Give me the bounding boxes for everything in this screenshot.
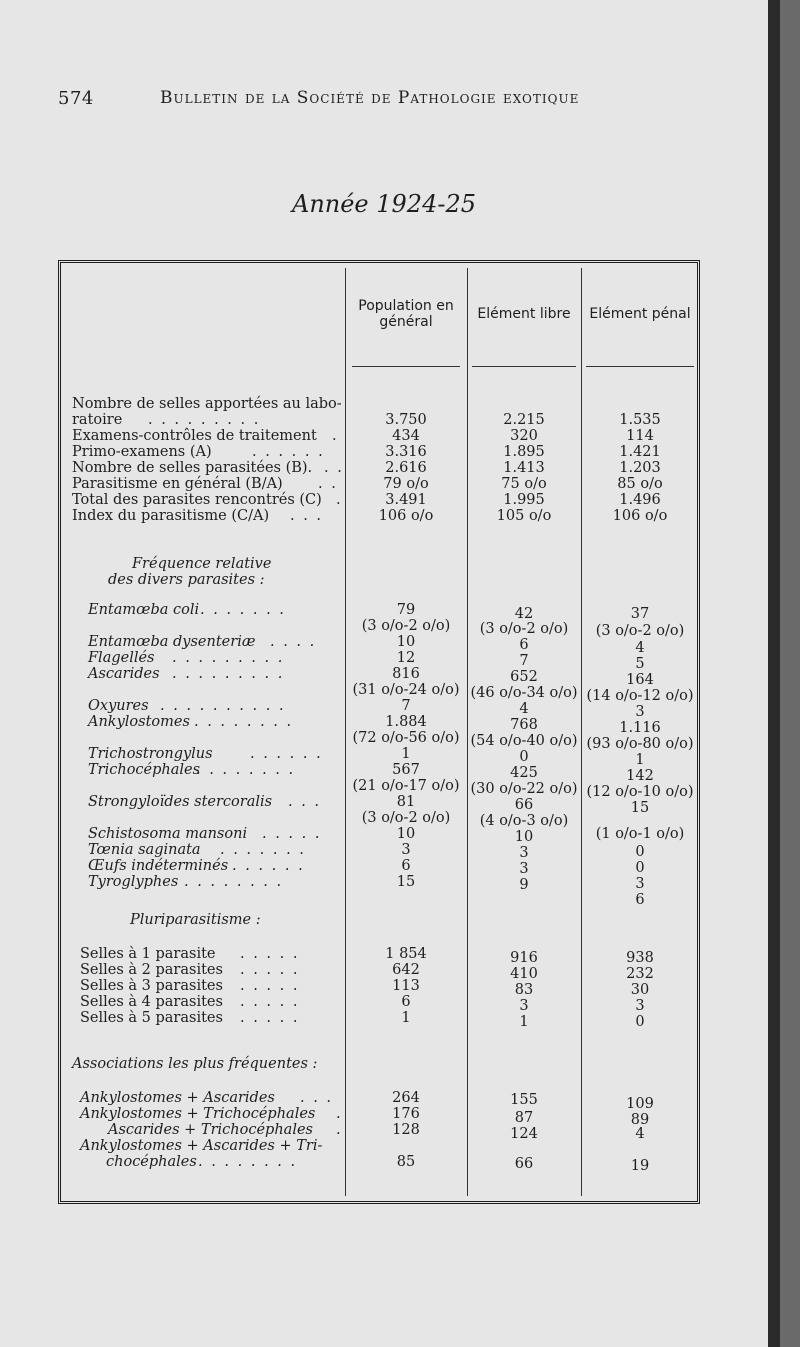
value-libre: 1.895 bbox=[503, 444, 545, 460]
value-penal: 1.496 bbox=[619, 492, 661, 508]
header-rule bbox=[472, 366, 576, 367]
parasite-label: Œufs indéterminés bbox=[88, 858, 229, 874]
value-penal: 4 bbox=[635, 1126, 645, 1142]
value-libre: 10 bbox=[514, 829, 534, 845]
value-population: 1 bbox=[401, 1010, 411, 1026]
value-population: 3 bbox=[401, 842, 411, 858]
value-population: (72 o/o-56 o/o) bbox=[352, 730, 460, 746]
value-population: 85 bbox=[396, 1154, 416, 1170]
page-number: 574 bbox=[58, 88, 94, 109]
section-heading-pluri: Pluriparasitisme : bbox=[130, 912, 261, 928]
assoc-label: chocéphales bbox=[106, 1154, 197, 1170]
value-libre: 66 bbox=[514, 797, 534, 813]
parasite-label: Flagellés bbox=[88, 650, 155, 666]
value-population: 7 bbox=[401, 698, 411, 714]
value-population: 1 bbox=[401, 746, 411, 762]
pluri-label: Selles à 2 parasites bbox=[80, 962, 223, 978]
value-population: 12 bbox=[396, 650, 416, 666]
stat-label: Examens-contrôles de traitement bbox=[72, 428, 317, 444]
value-population: 3.316 bbox=[385, 444, 427, 460]
parasite-label: Trichostrongylus bbox=[88, 746, 213, 762]
value-penal: (93 o/o-80 o/o) bbox=[586, 736, 694, 752]
value-population: (31 o/o-24 o/o) bbox=[352, 682, 460, 698]
value-population: 3.750 bbox=[385, 412, 427, 428]
running-title: Bulletin de la Société de Pathologie exotique bbox=[160, 88, 580, 108]
parasite-label: Strongyloïdes stercoralis bbox=[88, 794, 273, 810]
leader-dots: . . . . . . . . . . bbox=[160, 698, 286, 714]
value-penal: 3 bbox=[635, 704, 645, 720]
value-penal: 6 bbox=[635, 892, 645, 908]
section-heading-associations: Associations les plus fréquentes : bbox=[72, 1056, 318, 1072]
value-population: (3 o/o-2 o/o) bbox=[361, 618, 451, 634]
leader-dots: . . . . . bbox=[262, 826, 322, 842]
year-title: Année 1924-25 bbox=[291, 190, 476, 218]
value-libre: (54 o/o-40 o/o) bbox=[470, 733, 578, 749]
value-population: 3.491 bbox=[385, 492, 427, 508]
value-population: 567 bbox=[392, 762, 420, 778]
leader-dots: . . . . . bbox=[240, 1010, 300, 1026]
value-libre: (3 o/o-2 o/o) bbox=[479, 621, 569, 637]
value-penal: 85 o/o bbox=[617, 476, 663, 492]
leader-dots: . . . . . . . . bbox=[194, 714, 294, 730]
leader-dots: . . . . . . . . bbox=[184, 874, 284, 890]
parasite-label: Tyroglyphes bbox=[88, 874, 179, 890]
leader-dots: . . . . bbox=[270, 634, 317, 650]
value-libre: 768 bbox=[510, 717, 538, 733]
header-rule bbox=[586, 366, 694, 367]
leader-dots: . . . . . bbox=[240, 978, 300, 994]
value-penal: 30 bbox=[630, 982, 650, 998]
value-libre: 0 bbox=[519, 749, 529, 765]
value-libre: (30 o/o-22 o/o) bbox=[470, 781, 578, 797]
parasite-label: Tœnia saginata bbox=[88, 842, 201, 858]
value-libre: 75 o/o bbox=[501, 476, 547, 492]
leader-dots: . . . bbox=[288, 794, 322, 810]
value-penal: (1 o/o-1 o/o) bbox=[595, 826, 685, 842]
leader-dots: . . . . . bbox=[240, 962, 300, 978]
value-penal: 106 o/o bbox=[612, 508, 668, 524]
value-population: 113 bbox=[392, 978, 420, 994]
parasite-label: Schistosoma mansoni bbox=[88, 826, 248, 842]
value-population: 1 854 bbox=[385, 946, 427, 962]
parasite-label: Ankylostomes bbox=[88, 714, 190, 730]
leader-dots: . . . . . . . bbox=[220, 842, 306, 858]
leader-dots: . . . . . bbox=[240, 994, 300, 1010]
value-libre: (4 o/o-3 o/o) bbox=[479, 813, 569, 829]
value-penal: 0 bbox=[635, 844, 645, 860]
value-population: 6 bbox=[401, 994, 411, 1010]
stat-label: Nombre de selles parasitées (B). bbox=[72, 460, 313, 476]
stat-label: Primo-examens (A) bbox=[72, 444, 212, 460]
leader-dots: . . . . . . bbox=[232, 858, 305, 874]
leader-dots: . . . . . . bbox=[252, 444, 325, 460]
value-population: 15 bbox=[396, 874, 416, 890]
leader-dots: . . . . . . . bbox=[200, 602, 286, 618]
value-population: 79 bbox=[396, 602, 416, 618]
value-penal: 5 bbox=[635, 656, 645, 672]
value-population: 81 bbox=[396, 794, 416, 810]
assoc-label: Ankylostomes + Ascarides + Tri- bbox=[80, 1138, 323, 1154]
parasite-label: Entamœba coli bbox=[88, 602, 200, 618]
value-libre: 3 bbox=[519, 861, 529, 877]
assoc-label: Ankylostomes + Ascarides bbox=[80, 1090, 275, 1106]
value-population: 816 bbox=[392, 666, 420, 682]
value-libre: 4 bbox=[519, 701, 529, 717]
value-penal: (12 o/o-10 o/o) bbox=[586, 784, 694, 800]
stat-label: Parasitisme en général (B/A) bbox=[72, 476, 283, 492]
stat-label: Index du parasitisme (C/A) bbox=[72, 508, 270, 524]
parasite-label: Trichocéphales bbox=[88, 762, 201, 778]
value-penal: 1.421 bbox=[619, 444, 661, 460]
value-population: 264 bbox=[392, 1090, 420, 1106]
assoc-label: Ankylostomes + Trichocéphales bbox=[80, 1106, 316, 1122]
leader-dots: . . . bbox=[300, 1090, 334, 1106]
value-libre: (46 o/o-34 o/o) bbox=[470, 685, 578, 701]
leader-dots: . bbox=[336, 1106, 343, 1122]
value-penal: 1 bbox=[635, 752, 645, 768]
value-penal: 37 bbox=[630, 606, 650, 622]
value-population: 434 bbox=[392, 428, 420, 444]
value-population: 6 bbox=[401, 858, 411, 874]
column-header-penal: Elément pénal bbox=[589, 306, 691, 322]
value-libre: 916 bbox=[510, 950, 538, 966]
value-libre: 1.413 bbox=[503, 460, 545, 476]
value-libre: 1 bbox=[519, 1014, 529, 1030]
value-libre: 105 o/o bbox=[496, 508, 552, 524]
assoc-label: Ascarides + Trichocéphales bbox=[108, 1122, 313, 1138]
leader-dots: . . . . . . . . . bbox=[148, 412, 261, 428]
value-libre: 7 bbox=[519, 653, 529, 669]
value-penal: 938 bbox=[626, 950, 654, 966]
value-penal: (14 o/o-12 o/o) bbox=[586, 688, 694, 704]
value-penal: 1.116 bbox=[619, 720, 661, 736]
value-penal: 164 bbox=[626, 672, 654, 688]
value-libre: 42 bbox=[514, 606, 534, 622]
value-libre: 3 bbox=[519, 998, 529, 1014]
value-libre: 3 bbox=[519, 845, 529, 861]
value-population: 106 o/o bbox=[378, 508, 434, 524]
leader-dots: . . . . . . . . bbox=[198, 1154, 298, 1170]
value-penal: 3 bbox=[635, 998, 645, 1014]
value-penal: (3 o/o-2 o/o) bbox=[595, 623, 685, 639]
value-libre: 1.995 bbox=[503, 492, 545, 508]
parasite-label: Entamœba dysenteriæ bbox=[88, 634, 256, 650]
value-libre: 124 bbox=[510, 1126, 538, 1142]
pluri-label: Selles à 3 parasites bbox=[80, 978, 223, 994]
leader-dots: . . . . . bbox=[240, 946, 300, 962]
value-penal: 3 bbox=[635, 876, 645, 892]
value-population: 642 bbox=[392, 962, 420, 978]
value-libre: 320 bbox=[510, 428, 538, 444]
value-population: 10 bbox=[396, 634, 416, 650]
leader-dots: . . . . . . . . . bbox=[172, 650, 285, 666]
stat-label: Nombre de selles apportées au labo- bbox=[72, 396, 342, 412]
section-heading-frequence-2: des divers parasites : bbox=[108, 572, 265, 588]
leader-dots: . . . . . . bbox=[250, 746, 323, 762]
leader-dots: . . . bbox=[290, 508, 324, 524]
value-penal: 0 bbox=[635, 1014, 645, 1030]
column-header-population: Population en général bbox=[358, 298, 454, 330]
value-penal: 15 bbox=[630, 800, 650, 816]
column-header-libre: Elément libre bbox=[477, 306, 571, 322]
leader-dots: . bbox=[332, 428, 339, 444]
leader-dots: . . bbox=[318, 476, 338, 492]
value-penal: 0 bbox=[635, 860, 645, 876]
header-rule bbox=[352, 366, 460, 367]
value-libre: 2.215 bbox=[503, 412, 545, 428]
pluri-label: Selles à 1 parasite bbox=[80, 946, 216, 962]
value-libre: 9 bbox=[519, 877, 529, 893]
parasite-label: Oxyures bbox=[88, 698, 149, 714]
parasite-label: Ascarides bbox=[88, 666, 160, 682]
value-penal: 4 bbox=[635, 640, 645, 656]
value-population: 1.884 bbox=[385, 714, 427, 730]
pluri-label: Selles à 4 parasites bbox=[80, 994, 223, 1010]
value-penal: 232 bbox=[626, 966, 654, 982]
value-penal: 114 bbox=[626, 428, 654, 444]
value-libre: 87 bbox=[514, 1110, 534, 1126]
leader-dots: . . . . . . . . . bbox=[172, 666, 285, 682]
value-libre: 66 bbox=[514, 1156, 534, 1172]
value-penal: 1.203 bbox=[619, 460, 661, 476]
pluri-label: Selles à 5 parasites bbox=[80, 1010, 223, 1026]
value-libre: 425 bbox=[510, 765, 538, 781]
value-libre: 155 bbox=[510, 1092, 538, 1108]
value-libre: 410 bbox=[510, 966, 538, 982]
stat-label: Total des parasites rencontrés (C) bbox=[72, 492, 322, 508]
value-population: (3 o/o-2 o/o) bbox=[361, 810, 451, 826]
stat-label: ratoire bbox=[72, 412, 123, 428]
value-libre: 83 bbox=[514, 982, 534, 998]
value-population: 79 o/o bbox=[383, 476, 429, 492]
value-penal: 1.535 bbox=[619, 412, 661, 428]
leader-dots: . . bbox=[324, 460, 344, 476]
leader-dots: . bbox=[336, 1122, 343, 1138]
value-population: (21 o/o-17 o/o) bbox=[352, 778, 460, 794]
value-penal: 109 bbox=[626, 1096, 654, 1112]
value-libre: 652 bbox=[510, 669, 538, 685]
value-penal: 142 bbox=[626, 768, 654, 784]
value-population: 10 bbox=[396, 826, 416, 842]
value-penal: 89 bbox=[630, 1112, 650, 1128]
leader-dots: . . . . . . . . bbox=[196, 762, 296, 778]
value-population: 2.616 bbox=[385, 460, 427, 476]
page-edge-border bbox=[780, 0, 800, 1347]
leader-dots: . bbox=[336, 492, 343, 508]
value-population: 176 bbox=[392, 1106, 420, 1122]
value-libre: 6 bbox=[519, 637, 529, 653]
value-population: 128 bbox=[392, 1122, 420, 1138]
value-penal: 19 bbox=[630, 1158, 650, 1174]
section-heading-frequence: Fréquence relative bbox=[132, 556, 272, 572]
